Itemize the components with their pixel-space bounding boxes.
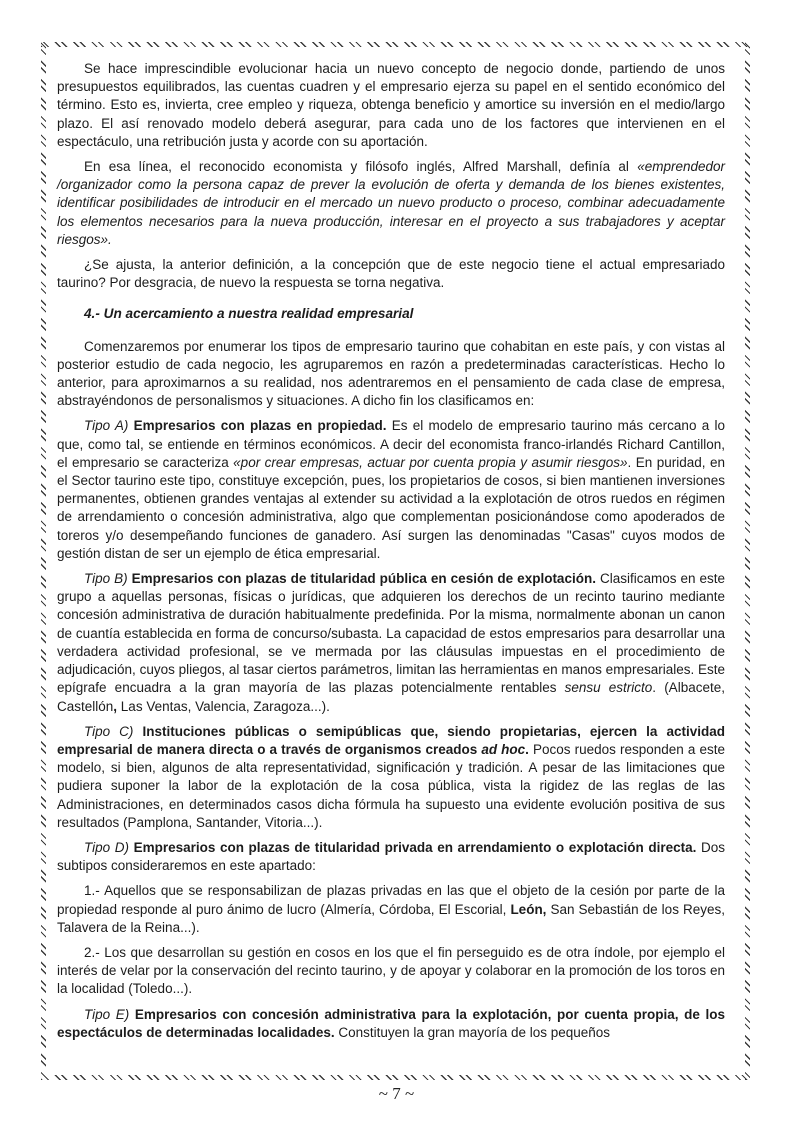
paragraph [57, 944, 725, 999]
text-run: Tipo B) [84, 571, 132, 587]
paragraph [57, 723, 725, 832]
decorative-border-top [41, 42, 750, 47]
text-run: Las Ventas, Valencia, Zaragoza...). [117, 698, 330, 714]
paragraph [57, 882, 725, 937]
paragraph [57, 839, 725, 875]
text-run: sensu estricto [564, 680, 653, 696]
text-run: , [113, 698, 118, 714]
text-run: Empresarios con plazas en propiedad. [133, 418, 392, 434]
text-run: ¿Se ajusta, la anterior definición, a la concepción que de este negocio tiene el actual empresariado taurino? Por desgracia, de nuevo la respuesta se torna negativa. [57, 257, 725, 291]
paragraph [57, 338, 725, 411]
text-run: . En puridad, en el Sector taurino este tipo, constituye excepción, pues, los propietarios de cosos, si bien mantienen inversiones permanentes, obtienen grandes ventajas al extender su actividad a la explotación de otros ruedos en régimen de arrendamiento o concesión administrativa, algo que complementan posicionándose como apoderados de toreros y/o desempeñando funciones de ganadero. Así surgen las denominadas "Casas" cuyos modos de gestión distan de ser un ejemplo de ética empresarial. [57, 454, 725, 561]
text-run: «por crear empresas, actuar por cuenta propia y asumir riesgos» [233, 454, 628, 470]
text-run: ad hoc [481, 741, 526, 757]
text-run: 4.- Un acercamiento a nuestra realidad empresarial [84, 306, 414, 322]
text-run: Comenzaremos por enumerar los tipos de empresario taurino que cohabitan en este país, y con vistas al posterior estudio de cada negocio, les agruparemos en razón a predeterminadas características. Hecho lo anterior, para aproximarnos a su realidad, nos adentraremos en el pensamiento de cada clase de empresa, abstrayéndonos de personalismos y situaciones. A dicho fin los clasificamos en: [57, 338, 725, 409]
text-run: Dos subtipos consideraremos en este apartado: [57, 839, 725, 874]
paragraph [57, 1006, 725, 1042]
paragraph [57, 158, 725, 249]
paragraph [57, 570, 725, 716]
text-run: . [525, 741, 533, 757]
text-run: 1.- Aquellos que se responsabilizan de plazas privadas en las que el objeto de la cesión por parte de la propiedad responde al puro ánimo de lucro (Almería, Córdoba, El Escorial, [57, 883, 725, 917]
page-number: ~ 7 ~ [378, 1084, 415, 1103]
paragraph [57, 60, 725, 151]
text-run: 2.- Los que desarrollan su gestión en cosos en los que el fin perseguido es de otra índole, por ejemplo el interés de velar por la conservación del recinto taurino, y de apoyar y colaborar en la promoción de los toros en la localidad (Toledo...). [57, 944, 725, 997]
text-run: Pocos ruedos responden a este modelo, si bien, algunos de alta representatividad, significación y tradición. A pesar de las limitaciones que pudiera suponer la labor de la explotación de la cosa pública, vista la rigidez de las reglas de las Administraciones, en determinados casos dicha fórmula ha supuesto una evidente evolución positiva de sus resultados (Pamplona, Santander, Vitoria...). [57, 741, 725, 830]
text-run: Empresarios con plazas de titularidad privada en arrendamiento o explotación directa. [133, 839, 701, 855]
text-run: En esa línea, el reconocido economista y filósofo inglés, Alfred Marshall, definía al [84, 159, 638, 175]
decorative-border-right [745, 42, 750, 1080]
text-run: Clasificamos en este grupo a aquellas personas, físicas o jurídicas, que adquieren los derechos de un recinto taurino mediante concesión administrativa de duración habitualmente predefinida. Por la misma, normalmente abonan un canon de cuantía establecida en forma de concurso/subasta. La capacidad de estos empresarios para desarrollar una verdadera actividad profesional, se ve mermada por las cláusulas impuestas en el procedimiento de adjudicación, cuyos pliegos, al tasar ciertos parámetros, limitan las herramientas en manos empresariales. Este epígrafe encuadra a la gran mayoría de las plazas potencialmente rentables [57, 571, 725, 696]
text-run: Empresarios con concesión administrativa para la explotación, por cuenta propia, de los espectáculos de determinadas localidades. [57, 1006, 725, 1040]
text-run: Instituciones públicas o semipúblicas que, siendo propietarias, ejercen la actividad empresarial de manera directa o a través de organismos creados [57, 723, 726, 757]
text-run: Tipo A) [84, 418, 134, 434]
section-heading [57, 305, 725, 323]
text-run: Tipo C) [84, 723, 143, 739]
text-run: Es el modelo de empresario taurino más cercano a lo que, como tal, se entiende en términos económicos. A decir del economista franco-irlandés Richard Cantillon, el empresario se caracteriza [57, 418, 725, 470]
text-run: Se hace imprescindible evolucionar hacia un nuevo concepto de negocio donde, partiendo de unos presupuestos equilibrados, las cuentas cuadren y el empresario ejerza su papel en el sentido económico del término. Esto es, invierta, cree empleo y riqueza, obtenga beneficio y amortice su inversión en el medio/largo plazo. El así renovado modelo deberá asegurar, para cada uno de los factores que intervienen en el espectáculo, una retribución justa y acorde con su aportación. [57, 61, 725, 149]
text-run: León, [510, 901, 547, 917]
decorative-border-left [41, 42, 46, 1080]
text-run: San Sebastián de los Reyes, Talavera de la Reina...). [57, 901, 725, 935]
text-run: Empresarios con plazas de titularidad pública en cesión de explotación. [131, 571, 600, 587]
document-body [57, 60, 725, 1049]
text-run: Constituyen la gran mayoría de los pequeños [338, 1024, 611, 1040]
text-run: Tipo D) [84, 839, 134, 855]
text-run: . (Albacete, Castellón [57, 680, 725, 714]
text-run: Tipo E) [84, 1006, 135, 1022]
decorative-border-bottom [41, 1075, 750, 1080]
paragraph [57, 256, 725, 292]
text-run: «emprendedor /organizador como la persona capaz de prever la evolución de oferta y demanda de los bienes existentes, identificar posibilidades de introducir en el mercado un nuevo producto o proceso, combinar adecuadamente los elementos necesarios para la nueva producción, interesar en el proyecto a sus trabajadores y aceptar riesgos». [57, 159, 725, 247]
paragraph [57, 417, 725, 563]
